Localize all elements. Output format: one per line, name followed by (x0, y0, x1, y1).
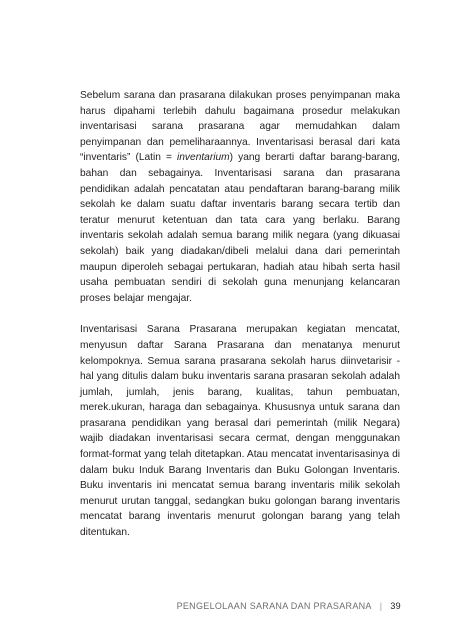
page-number: 39 (390, 601, 401, 611)
paragraph-text: Inventarisasi Sarana Prasarana merupakan kegiatan mencatat, menyusun daftar Sarana Prasarana dan menatanya menurut kelompoknya. Semua sarana prasarana sekolah harus diinvetarisir - hal yang ditulis dalam buku inventaris sarana prasaran sekolah adalah jumlah, jumlah, jenis barang, kualitas, tahun pembuatan, merek.ukuran, haraga dan sebagainya. Khususnya untuk sarana dan prasarana pendidikan yang berasal dari pemerintah (milik Negara) wajib diadakan inventarisasi secara cermat, dengan menggunakan format-format yang telah ditetapkan. Atau mencatat inventarisasinya di dalam buku Induk Barang Inventaris dan Buku Golongan Inventaris. Buku inventaris ini mencatat semua barang inventaris milik sekolah menurut urutan tanggal, sedangkan buku golongan barang inventaris mencatat barang inventaris menurut golongan barang yang telah ditentukan. (80, 324, 400, 539)
paragraph-inventarisasi-definition (80, 88, 400, 306)
paragraph-text: Sebelum sarana dan prasarana dilakukan proses penyimpanan maka harus dipahami terlebih dahulu bagaimana prosedur melakukan inventarisasi sarana prasarana agar memudahkan dalam penyimpanan dan pemeliharaannya. Inventarisasi berasal dari kata “inventaris” (Latin = (80, 90, 400, 164)
footer-separator: | (379, 601, 383, 611)
paragraph-text: ) yang berarti daftar barang-barang, bahan dan sebagainya. Inventarisasi sarana dan prasarana pendidikan adalah pencatatan atau pendaftaran barang-barang milik sekolah ke dalam suatu daftar inventaris barang secara tertib dan teratur menurut ketentuan dan tata cara yang berlaku. Barang inventaris sekolah adalah semua barang milik negara (yang dikuasai sekolah) baik yang diadakan/dibeli melalui dana dari pemerintah maupun diperoleh sebagai pertukaran, hadiah atau hibah serta hasil usaha pembuatan sendiri di sekolah guna menunjang kelancaran proses belajar mengajar. (80, 152, 400, 304)
page-footer (177, 601, 401, 611)
paragraph-inventarisasi-activity (80, 322, 400, 540)
page-body (80, 88, 400, 541)
running-title: PENGELOLAAN SARANA DAN PRASARANA (176, 601, 372, 611)
latin-term: inventarium (177, 152, 230, 164)
